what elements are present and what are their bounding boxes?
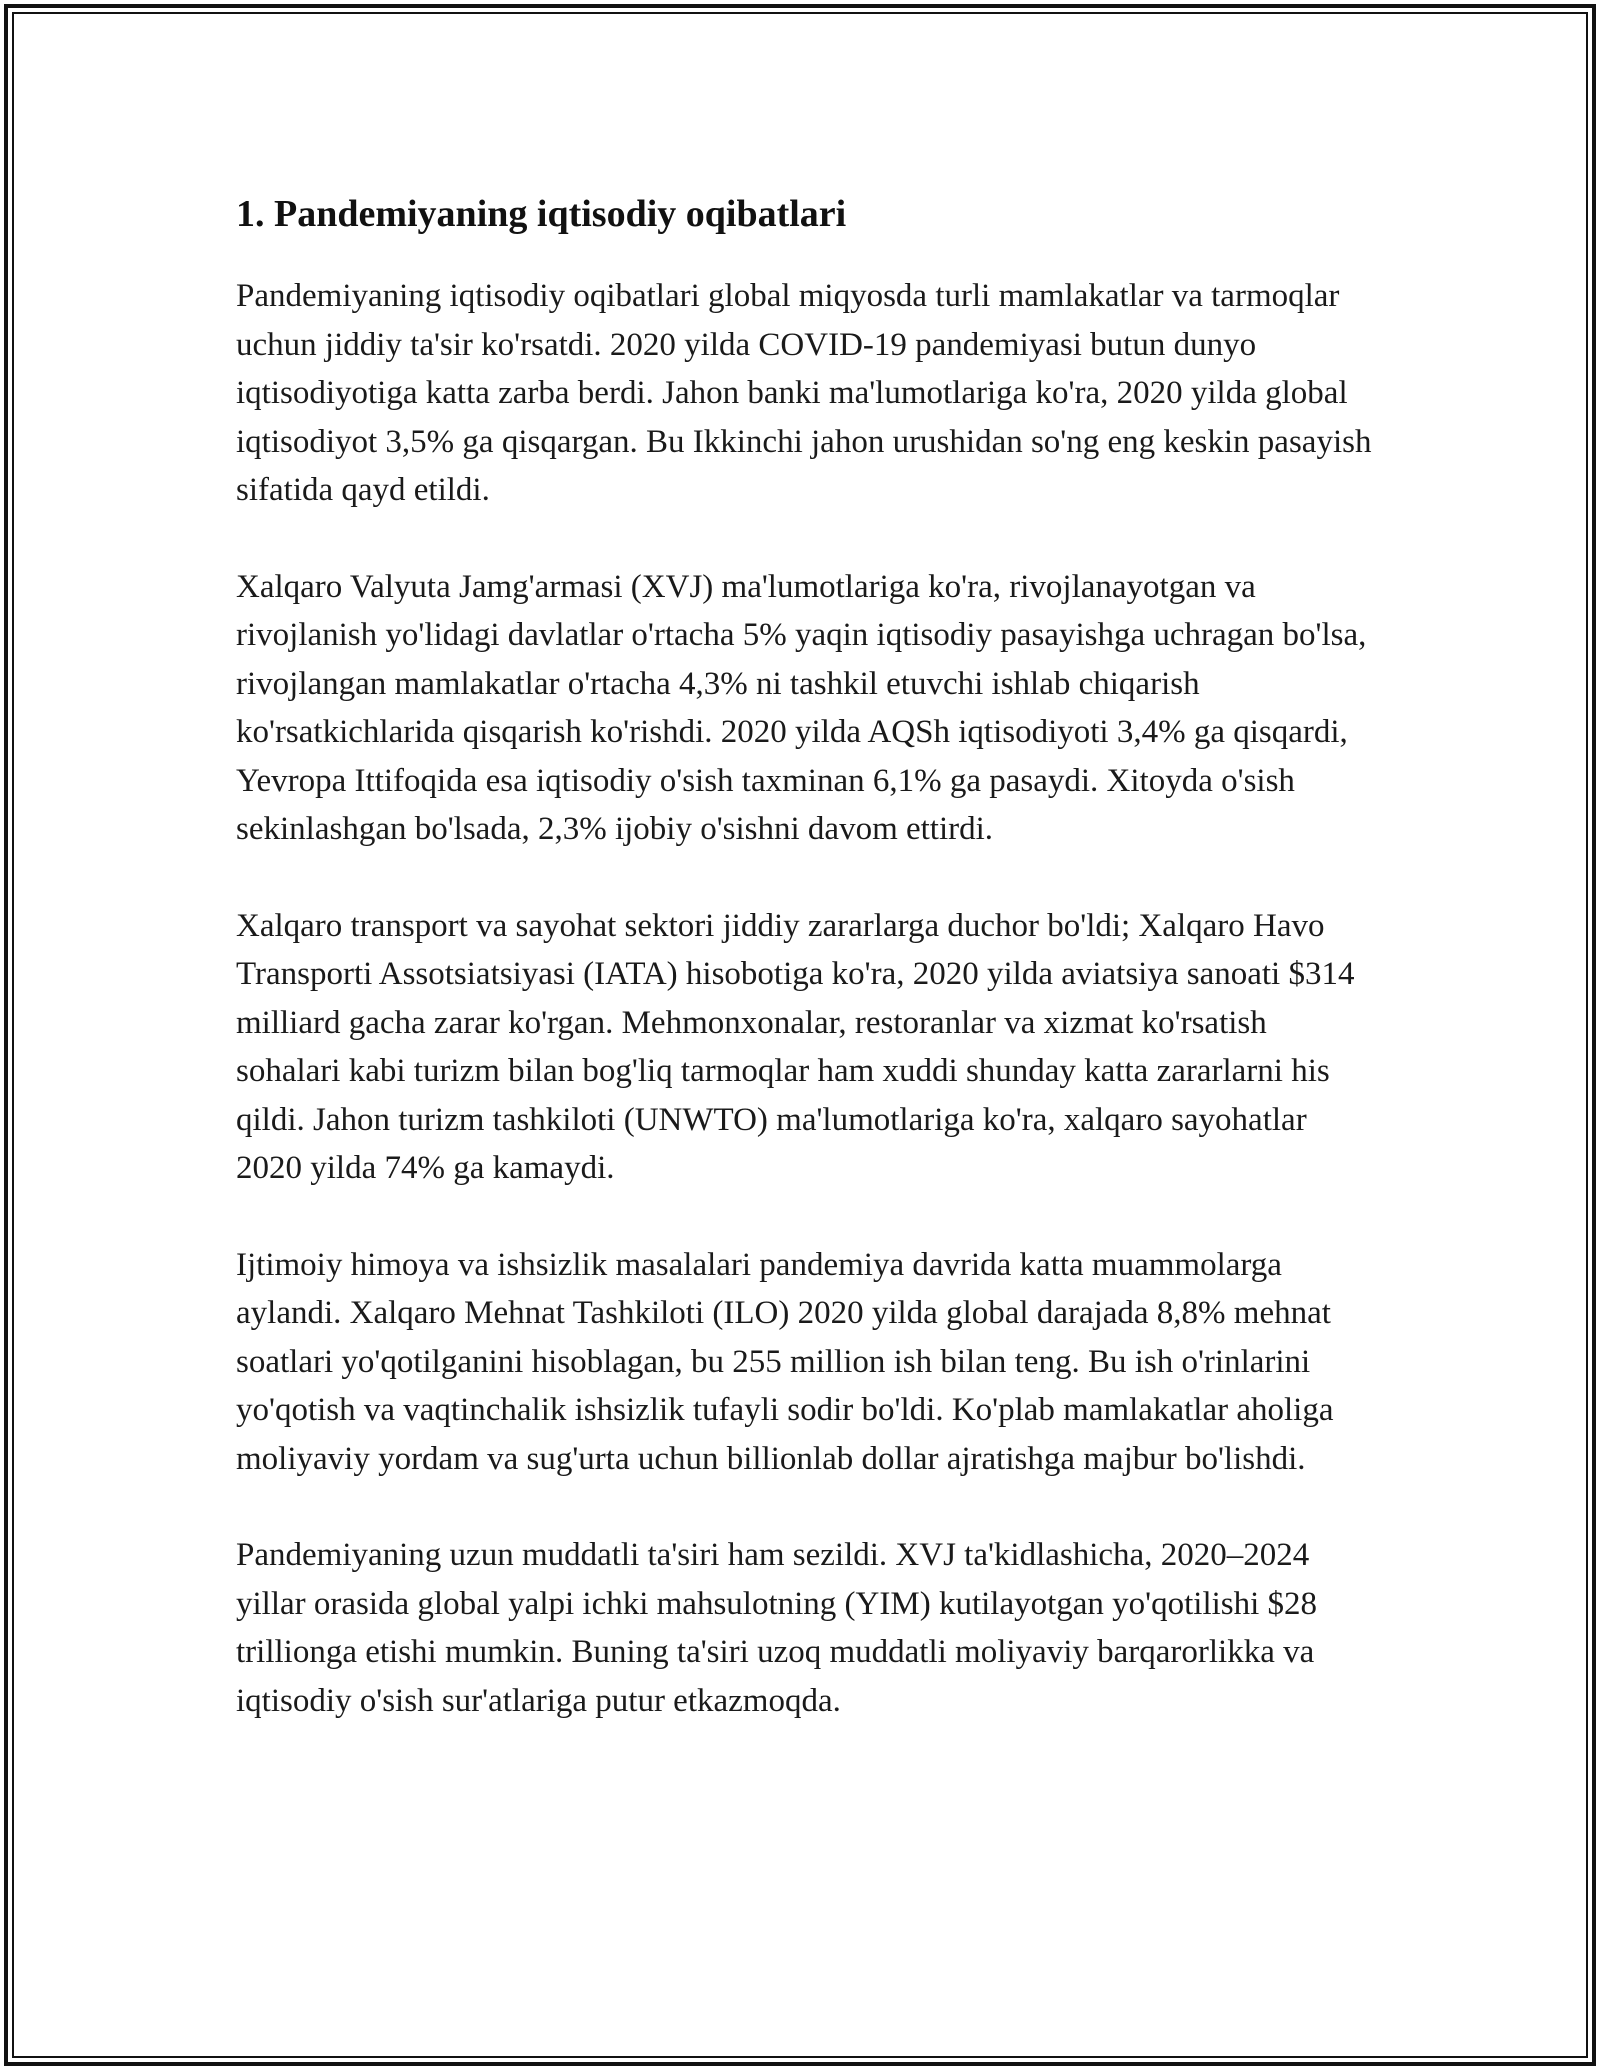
page-title: 1. Pandemiyaning iqtisodiy oqibatlari <box>236 193 847 235</box>
document-body <box>236 186 1376 1725</box>
paragraph-long-term-impact: Pandemiyaning uzun muddatli ta'siri ham sezildi. XVJ ta'kidlashicha, 2020–2024 yillar orasida global yalpi ichki mahsulotning (YIM) kutilayotgan yo'qotilishi $28 trillionga etishi mumkin. Buning ta'siri uzoq muddatli moliyaviy barqarorlikka va iqtisodiy o'sish sur'atlariga putur etkazmoqda. <box>236 1537 1318 1719</box>
paragraph-social-unemployment: Ijtimoiy himoya va ishsizlik masalalari pandemiya davrida katta muammolarga aylandi. Xalqaro Mehnat Tashkiloti (ILO) 2020 yilda global darajada 8,8% mehnat soatlari yo'qotilganini hisoblagan, bu 255 million ish bilan teng. Bu ish o'rinlarini yo'qotish va vaqtinchalik ishsizlik tufayli sodir bo'ldi. Ko'plab mamlakatlar aholiga moliyaviy yordam va sug'urta uchun billionlab dollar ajratishga majbur bo'lishdi. <box>236 1246 1334 1477</box>
paragraph-transport-tourism: Xalqaro transport va sayohat sektori jiddiy zararlarga duchor bo'ldi; Xalqaro Havo Transporti Assotsiatsiyasi (IATA) hisobotiga ko'ra, 2020 yilda aviatsiya sanoati $314 milliard gacha zarar ko'rgan. Mehmonxonalar, restoranlar va xizmat ko'rsatish sohalari kabi turizm bilan bog'liq tarmoqlar ham xuddi shunday katta zararlarni his qildi. Jahon turizm tashkiloti (UNWTO) ma'lumotlariga ko'ra, xalqaro sayohatlar 2020 yilda 74% ga kamaydi. <box>236 907 1355 1186</box>
paragraph-imf-data: Xalqaro Valyuta Jamg'armasi (XVJ) ma'lumotlariga ko'ra, rivojlanayotgan va rivojlanish yo'lidagi davlatlar o'rtacha 5% yaqin iqtisodiy pasayishga uchragan bo'lsa, rivojlangan mamlakatlar o'rtacha 4,3% ni tashkil etuvchi ishlab chiqarish ko'rsatkichlarida qisqarish ko'rishdi. 2020 yilda AQSh iqtisodiyoti 3,4% ga qisqardi, Yevropa Ittifoqida esa iqtisodiy o'sish taxminan 6,1% ga pasaydi. Xitoyda o'sish sekinlashgan bo'lsada, 2,3% ijobiy o'sishni davom ettirdi. <box>236 568 1367 847</box>
paragraph-global-impact: Pandemiyaning iqtisodiy oqibatlari global miqyosda turli mamlakatlar va tarmoqlar uchun jiddiy ta'sir ko'rsatdi. 2020 yilda COVID-19 pandemiyasi butun dunyo iqtisodiyotiga katta zarba berdi. Jahon banki ma'lumotlariga ko'ra, 2020 yilda global iqtisodiyot 3,5% ga qisqargan. Bu Ikkinchi jahon urushidan so'ng eng keskin pasayish sifatida qayd etildi. <box>236 278 1372 508</box>
